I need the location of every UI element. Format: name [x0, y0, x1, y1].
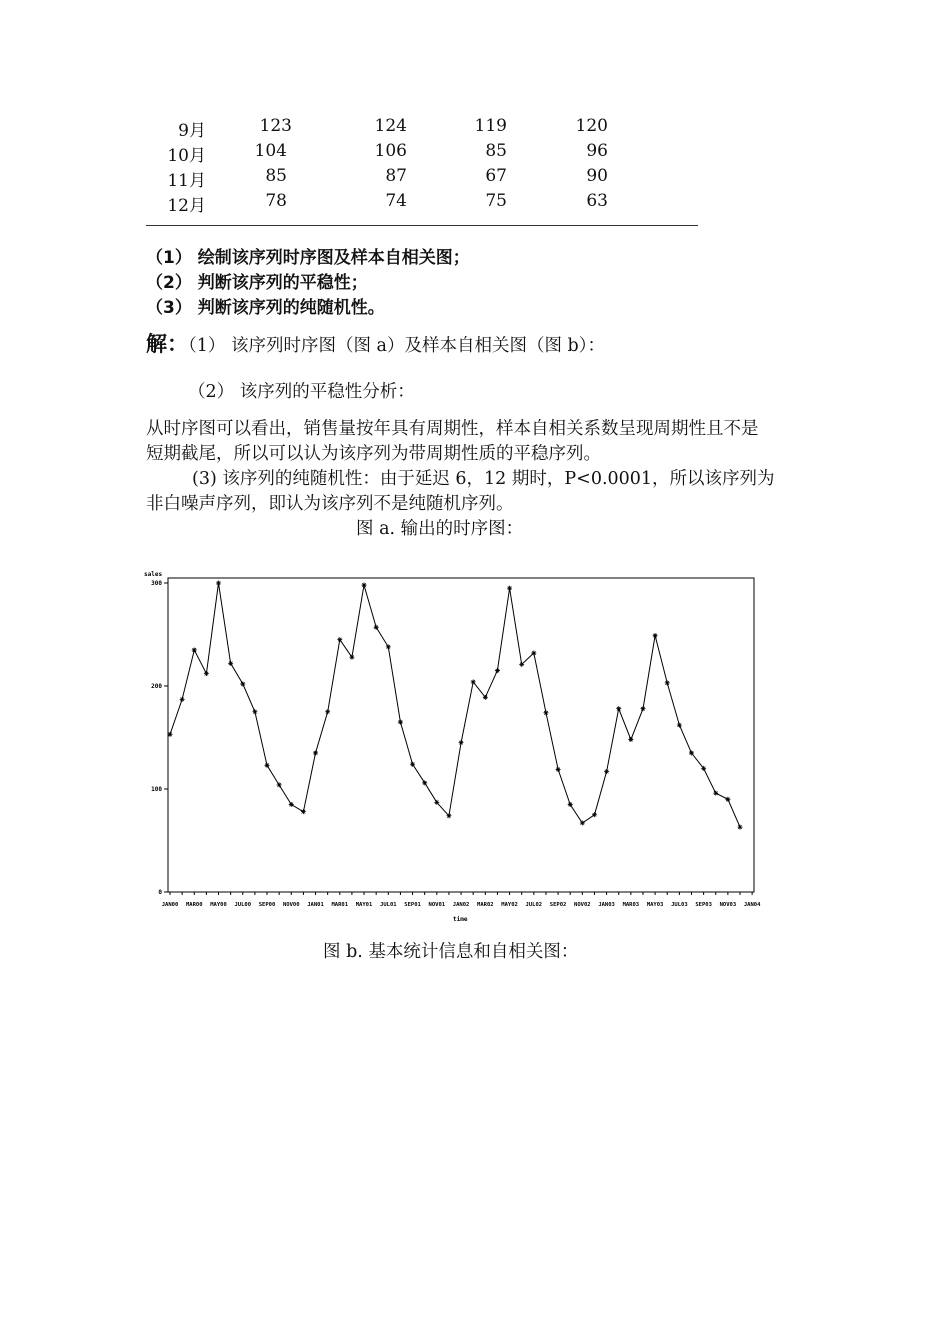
data-point-marker	[580, 820, 585, 825]
data-point-marker	[410, 762, 415, 767]
value-cell: 74	[385, 191, 407, 211]
data-point-marker	[725, 797, 730, 802]
data-point-marker	[653, 633, 658, 638]
y-tick-label: 300	[151, 580, 162, 587]
x-tick-label: MAY03	[646, 902, 664, 908]
data-point-marker	[252, 709, 257, 714]
x-ticks	[162, 892, 761, 908]
value-cell: 120	[575, 116, 608, 136]
data-point-marker	[446, 813, 451, 818]
data-point-marker	[313, 750, 318, 755]
x-tick-label: SEP00	[258, 902, 276, 908]
data-points	[168, 581, 743, 830]
figure-b-caption: 图 b. 基本统计信息和自相关图：	[323, 942, 579, 962]
data-point-marker	[738, 825, 743, 830]
y-tick-label: 0	[158, 889, 162, 896]
y-axis-label: sales	[144, 571, 163, 578]
data-point-marker	[204, 671, 209, 676]
figure-a-caption: 图 a. 输出的时序图：	[356, 519, 524, 539]
month-cell: 9月	[178, 121, 206, 141]
value-cell: 96	[586, 141, 608, 161]
data-point-marker	[240, 681, 245, 686]
data-point-marker	[180, 697, 185, 702]
x-tick-label: MAR03	[622, 902, 640, 908]
x-tick-label: JAN02	[452, 902, 470, 908]
x-tick-label: JUL03	[671, 902, 688, 908]
data-point-marker	[543, 710, 548, 715]
data-point-marker	[701, 766, 706, 771]
x-tick-label: SEP01	[404, 902, 421, 908]
data-point-marker	[556, 767, 561, 772]
sales-series-line	[170, 583, 740, 827]
data-point-marker	[289, 802, 294, 807]
data-point-marker	[228, 661, 233, 666]
data-point-marker	[422, 780, 427, 785]
x-tick-label: JUL01	[380, 902, 397, 908]
x-tick-label: MAR00	[185, 902, 203, 908]
value-cell: 90	[586, 166, 608, 186]
x-tick-label: NOV00	[282, 902, 300, 908]
question-1: （1） 绘制该序列时序图及样本自相关图；	[146, 248, 470, 268]
data-point-marker	[592, 812, 597, 817]
value-cell: 85	[485, 141, 507, 161]
answer-label: 解：	[146, 332, 188, 356]
question-3: （3） 判断该序列的纯随机性。	[146, 298, 385, 318]
value-cell: 124	[374, 116, 407, 136]
data-point-marker	[519, 662, 524, 667]
data-point-marker	[483, 695, 488, 700]
x-tick-label: MAY02	[501, 902, 518, 908]
answer-p1: （1） 该序列时序图（图 a）及样本自相关图（图 b）：	[188, 336, 605, 356]
x-tick-label: JAN00	[161, 902, 179, 908]
x-axis-label: time	[453, 916, 468, 923]
data-point-marker	[616, 706, 621, 711]
x-tick-label: NOV01	[428, 902, 446, 908]
x-tick-label: JUL02	[525, 902, 543, 908]
data-point-marker	[325, 709, 330, 714]
data-point-marker	[265, 763, 270, 768]
data-point-marker	[713, 791, 718, 796]
data-point-marker	[168, 732, 173, 737]
value-cell: 67	[485, 166, 507, 186]
data-point-marker	[665, 680, 670, 685]
value-cell: 75	[485, 191, 507, 211]
value-cell: 104	[254, 141, 287, 161]
value-cell: 119	[474, 116, 507, 136]
data-point-marker	[386, 644, 391, 649]
month-cell: 10月	[167, 146, 206, 166]
x-tick-label: SEP03	[695, 902, 712, 908]
y-ticks	[151, 580, 168, 896]
value-cell: 123	[259, 116, 292, 136]
data-point-marker	[349, 655, 354, 660]
data-point-marker	[604, 769, 609, 774]
x-tick-label: JAN04	[743, 902, 761, 908]
value-cell: 106	[374, 141, 407, 161]
data-point-marker	[507, 586, 512, 591]
x-tick-label: MAR01	[331, 902, 349, 908]
x-tick-label: MAY01	[355, 902, 373, 908]
y-tick-label: 200	[151, 683, 162, 690]
x-tick-label: MAY00	[210, 902, 227, 908]
data-point-marker	[531, 651, 536, 656]
answer-p2: （2） 该序列的平稳性分析：	[188, 382, 415, 402]
data-point-marker	[374, 625, 379, 630]
data-point-marker	[398, 720, 403, 725]
data-point-marker	[337, 637, 342, 642]
data-point-marker	[459, 740, 464, 745]
x-tick-label: MAR02	[477, 902, 494, 908]
data-point-marker	[301, 809, 306, 814]
data-point-marker	[362, 583, 367, 588]
data-point-marker	[277, 782, 282, 787]
answer-p4-line2: 非白噪声序列，即认为该序列不是纯随机序列。	[146, 494, 514, 514]
answer-p4-line1: (3) 该序列的纯随机性：由于延迟 6，12 期时，P<0.0001，所以该序列为	[192, 469, 775, 489]
data-point-marker	[568, 802, 573, 807]
data-point-marker	[640, 706, 645, 711]
data-point-marker	[216, 581, 221, 586]
data-point-marker	[628, 737, 633, 742]
data-point-marker	[471, 679, 476, 684]
data-point-marker	[192, 647, 197, 652]
data-point-marker	[677, 723, 682, 728]
x-tick-label: NOV03	[719, 902, 737, 908]
plot-frame	[168, 578, 754, 892]
value-cell: 63	[586, 191, 608, 211]
answer-p3-line1: 从时序图可以看出，销售量按年具有周期性，样本自相关系数呈现周期性且不是	[146, 419, 759, 439]
y-tick-label: 100	[151, 786, 162, 793]
value-cell: 87	[385, 166, 407, 186]
x-tick-label: JAN01	[307, 902, 324, 908]
data-point-marker	[689, 750, 694, 755]
value-cell: 85	[265, 166, 287, 186]
x-tick-label: JAN03	[598, 902, 615, 908]
data-point-marker	[434, 800, 439, 805]
answer-p3-line2: 短期截尾，所以可以认为该序列为带周期性质的平稳序列。	[146, 444, 601, 464]
question-2: （2） 判断该序列的平稳性；	[146, 273, 368, 293]
x-tick-label: SEP02	[549, 902, 567, 908]
month-cell: 11月	[167, 171, 206, 191]
x-tick-label: NOV02	[574, 902, 591, 908]
x-tick-label: JUL00	[234, 902, 252, 908]
data-point-marker	[495, 668, 500, 673]
month-cell: 12月	[167, 196, 206, 216]
value-cell: 78	[265, 191, 287, 211]
